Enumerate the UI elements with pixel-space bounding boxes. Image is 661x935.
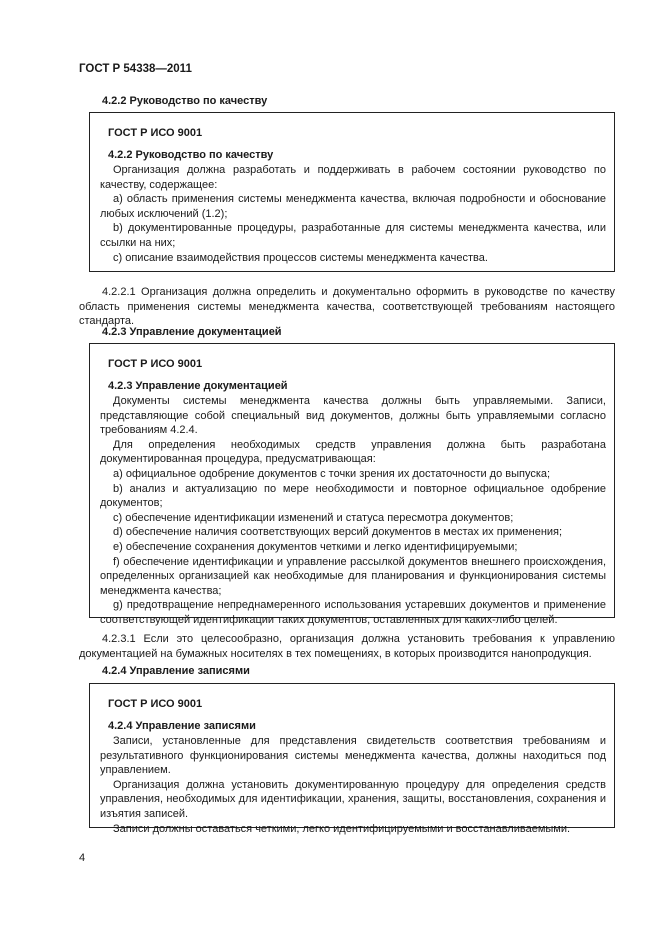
section-heading-4-2-2: 4.2.2 Руководство по качеству	[102, 95, 268, 107]
paragraph-text: 4.2.2.1 Организация должна определить и документально оформить в руководстве по качеству область применения системы менеджмента качества, соответствующей требованиям настоящего стандарта.	[79, 286, 615, 328]
quote-paragraph: Документы системы менеджмента качества должны быть управляемыми. Записи, представляющие собой специальный вид документов, должны быть управляемыми согласно требованиям 4.2.4.	[100, 395, 606, 437]
quote-paragraph: Организация должна установить документированную процедуру для определения средств управления, необходимых для идентификации, хранения, защиты, восстановления, сохранения и изъятия записей.	[100, 778, 606, 820]
quote-paragraph: Организация должна разработать и поддерживать в рабочем состоянии руководство по качеству, содержащее:	[100, 164, 606, 191]
quote-box-body	[100, 734, 606, 836]
quote-list-item: а) область применения системы менеджмента качества, включая подробности и обоснование любых исключений (1.2);	[100, 193, 606, 220]
quote-box-body	[100, 394, 606, 628]
paragraph-text: 4.2.3.1 Если это целесообразно, организация должна установить требования к управлению документацией на бумажных носителях в тех помещениях, в которых производится нанопродукция.	[79, 633, 615, 660]
quote-box-iso9001-4-2-2	[89, 112, 615, 272]
quote-list-item: c) описание взаимодействия процессов системы менеджмента качества.	[113, 251, 488, 264]
quote-list-item: g) предотвращение непреднамеренного использования устаревших документов и применение соответствующей идентификации таких документов, оставленных для каких-либо целей.	[100, 599, 606, 626]
quote-list-item: f) обеспечение идентификации и управление рассылкой документов внешнего происхождения, определенных организацией как необходимые для планирования и функционирования системы менеджмента качества;	[100, 555, 606, 597]
page-number: 4	[79, 852, 86, 864]
quote-box-standard: ГОСТ Р ИСО 9001	[108, 127, 203, 139]
quote-box-standard: ГОСТ Р ИСО 9001	[108, 358, 203, 370]
quote-paragraph: Записи, установленные для представления свидетельств соответствия требованиям и результативного функционирования системы менеджмента качества, должны находиться под управлением.	[100, 735, 606, 777]
quote-box-title: 4.2.2 Руководство по качеству	[108, 149, 274, 161]
quote-paragraph: Записи должны оставаться четкими, легко идентифицируемыми и восстанавливаемыми.	[113, 822, 571, 835]
quote-list-item: b) анализ и актуализацию по мере необходимости и повторное официальное одобрение документов;	[100, 482, 606, 510]
quote-box-standard: ГОСТ Р ИСО 9001	[108, 698, 203, 710]
section-heading-4-2-4: 4.2.4 Управление записями	[102, 665, 250, 677]
quote-paragraph: Для определения необходимых средств управления должна быть разработана документированная процедура, предусматривающая:	[100, 438, 606, 466]
quote-box-body	[100, 163, 606, 265]
paragraph-4-2-3-1	[79, 632, 615, 661]
quote-list-item: e) обеспечение сохранения документов четкими и легко идентифицируемыми;	[113, 540, 518, 553]
section-heading-4-2-3: 4.2.3 Управление документацией	[102, 326, 282, 338]
quote-list-item: b) документированные процедуры, разработанные для системы менеджмента качества, или ссылки на них;	[100, 222, 606, 249]
quote-list-item: а) официальное одобрение документов с точки зрения их достаточности до выпуска;	[113, 467, 551, 480]
quote-box-iso9001-4-2-4	[89, 683, 615, 835]
quote-box-title: 4.2.4 Управление записями	[108, 720, 256, 732]
quote-list-item: d) обеспечение наличия соответствующих версий документов в местах их применения;	[113, 526, 563, 539]
quote-box-iso9001-4-2-3	[89, 343, 615, 626]
paragraph-4-2-2-1	[79, 285, 615, 329]
quote-list-item: c) обеспечение идентификации изменений и статуса пересмотра документов;	[113, 511, 514, 524]
quote-box-title: 4.2.3 Управление документацией	[108, 380, 288, 392]
document-header: ГОСТ Р 54338—2011	[79, 63, 192, 75]
